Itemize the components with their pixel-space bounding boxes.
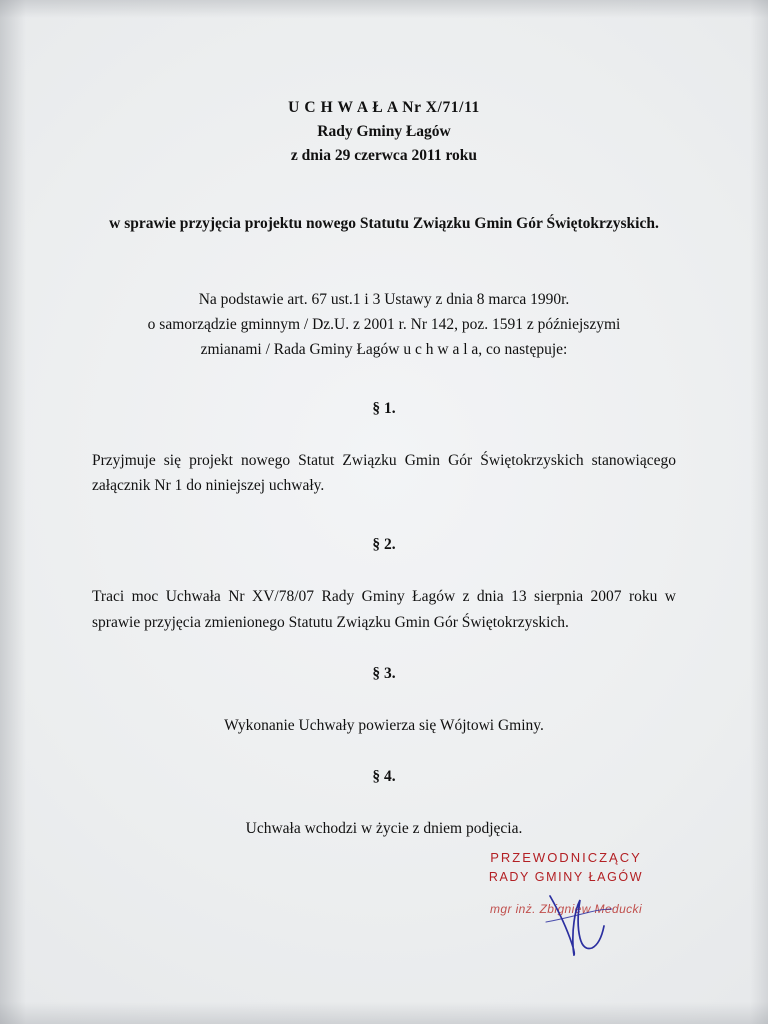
section-number-4: § 4. — [372, 767, 396, 785]
legal-basis-line-1: Na podstawie art. 67 ust.1 i 3 Ustawy z dnia 8 marca 1990r. — [198, 290, 570, 308]
stamp-line-2: RADY GMINY ŁAGÓW — [488, 870, 644, 885]
title-line-2: Rady Gminy Łagów — [317, 123, 451, 141]
signature-stamp — [416, 848, 716, 888]
legal-basis-line-3: zmianami / Rada Gminy Łagów u c h w a l a, co następuje: — [200, 341, 568, 359]
page-edge-shadow-right — [750, 0, 768, 1024]
stamp-line-1: PRZEWODNICZĄCY — [490, 850, 642, 865]
legal-basis — [60, 287, 708, 362]
document-subject: w sprawie przyjęcia projektu nowego Statutu Związku Gmin Gór Świętokrzyskich. — [109, 215, 659, 233]
section-number-3: § 3. — [372, 664, 396, 682]
section-number-1: § 1. — [372, 400, 396, 418]
section-text-2: Traci moc Uchwała Nr XV/78/07 Rady Gminy Łagów z dnia 13 sierpnia 2007 roku w sprawie przyjęcia zmienionego Statutu Związku Gmin Gór Świętokrzyskich. — [92, 588, 676, 631]
document-title-block — [60, 96, 708, 168]
page-edge-shadow-bottom — [0, 1002, 768, 1024]
section-text-1: Przyjmuje się projekt nowego Statut Związku Gmin Gór Świętokrzyskich stanowiącego załącznik Nr 1 do niniejszej uchwały. — [92, 452, 676, 495]
section-text-3: Wykonanie Uchwały powierza się Wójtowi Gminy. — [224, 716, 544, 734]
legal-basis-line-2: o samorządzie gminnym / Dz.U. z 2001 r. Nr 142, poz. 1591 z późniejszymi — [147, 315, 621, 333]
section-number-2: § 2. — [372, 536, 396, 554]
section-text-4: Uchwała wchodzi w życie z dniem podjęcia. — [245, 819, 523, 837]
title-line-1: U C H W A Ł A Nr X/71/11 — [288, 99, 480, 116]
title-line-3: z dnia 29 czerwca 2011 roku — [290, 147, 478, 165]
page-edge-shadow-left — [0, 0, 26, 1024]
signature-block — [416, 848, 716, 958]
page-edge-shadow-top — [0, 0, 768, 18]
signature-name: mgr inż. Zbigniew Meducki — [489, 901, 643, 916]
